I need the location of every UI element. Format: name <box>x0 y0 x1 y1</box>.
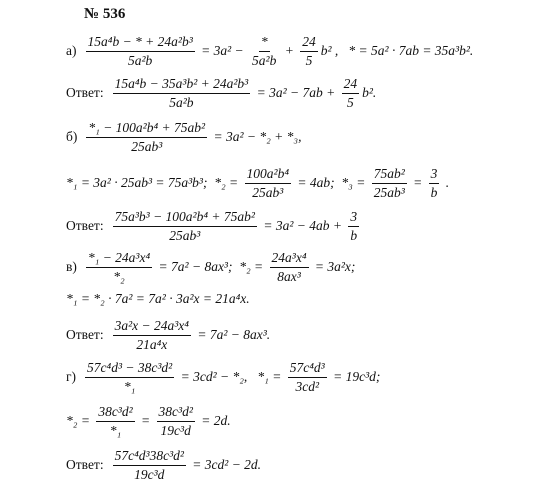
formula-line <box>66 76 376 110</box>
numerator: 3 <box>348 209 359 227</box>
formula-line <box>66 120 301 154</box>
numerator: 24 <box>342 76 360 94</box>
denominator: 5 <box>346 94 354 110</box>
formula-text: = 3a² − *₂ + *₃, <box>210 129 302 145</box>
formula-text: = 3a² − <box>197 43 248 59</box>
denominator: 25ab³ <box>131 138 163 154</box>
formula-text: = 3cd² − *₂, *₁ = <box>177 369 285 385</box>
formula-line <box>66 404 231 438</box>
numerator: 24 <box>300 34 318 52</box>
fraction <box>348 209 359 243</box>
formula-line <box>66 34 473 68</box>
fraction <box>113 76 251 110</box>
denominator: *₁ <box>123 378 136 394</box>
numerator: 57c⁴d³38c³d² <box>113 448 186 466</box>
formula-text: b². <box>362 85 377 101</box>
numerator: 100a²b⁴ <box>245 166 292 184</box>
formula-line <box>66 291 250 307</box>
numerator: 15a⁴b − * + 24a²b³ <box>86 34 195 52</box>
formula-text: = 4ab; *₃ = <box>294 175 369 191</box>
denominator: 21a⁴x <box>136 336 168 352</box>
numerator: 38c³d² <box>157 404 195 422</box>
denominator: 19c³d <box>134 466 165 482</box>
denominator: 5a²b <box>127 52 153 68</box>
fraction <box>113 318 191 352</box>
line-label: Ответ: <box>66 85 104 101</box>
numerator: *₁ − 100a²b⁴ + 75ab² <box>86 120 207 138</box>
formula-line <box>66 166 449 200</box>
formula-text: *₂ = <box>66 413 94 429</box>
formula-text: = 7a² − 8ax³; *₂ = <box>155 259 267 275</box>
line-label: а) <box>66 43 77 59</box>
denominator: 19c³d <box>160 422 191 438</box>
formula-text: b² , * = 5a² · 7ab = 35a³b². <box>320 43 474 59</box>
formula-text: = 3a²x; <box>311 259 356 275</box>
fraction <box>96 404 134 438</box>
numerator: * <box>259 34 270 52</box>
numerator: 57c⁴d³ − 38c³d² <box>85 360 174 378</box>
line-label: б) <box>66 129 78 145</box>
formula-text: = 3cd² − 2d. <box>188 457 262 473</box>
fraction <box>300 34 318 68</box>
formula-text: = 19c³d; <box>329 369 381 385</box>
formula-text: *₁ = 3a² · 25ab³ = 75a³b³; *₂ = <box>66 175 242 191</box>
line-label: в) <box>66 259 77 275</box>
formula-text: = <box>409 175 426 191</box>
formula-text: . <box>442 175 450 191</box>
formula-text: = 3a² − 7ab + <box>253 85 339 101</box>
fraction <box>429 166 440 200</box>
formula-line <box>66 318 270 352</box>
line-label: Ответ: <box>66 327 104 343</box>
fraction <box>86 120 207 154</box>
numerator: 57c⁴d³ <box>288 360 327 378</box>
denominator: 8ax³ <box>277 268 301 284</box>
numerator: 3a²x − 24a³x⁴ <box>113 318 191 336</box>
formula-text: = 7a² − 8ax³. <box>193 327 271 343</box>
problem-number: № 536 <box>84 6 126 22</box>
fraction <box>250 34 278 68</box>
formula-line <box>66 250 355 284</box>
fraction <box>113 209 257 243</box>
denominator: *₂ <box>113 268 125 284</box>
numerator: 3 <box>429 166 440 184</box>
formula-line <box>66 448 261 482</box>
fraction <box>157 404 195 438</box>
denominator: 3cd² <box>295 378 320 394</box>
formula-text: = <box>137 413 154 429</box>
numerator: 24a³x⁴ <box>270 250 309 268</box>
denominator: b <box>430 184 438 200</box>
formula-text: = 2d. <box>197 413 231 429</box>
line-label: г) <box>66 369 77 385</box>
formula-line <box>66 360 380 394</box>
numerator: 15a⁴b − 35a³b² + 24a²b³ <box>113 76 251 94</box>
denominator: *₁ <box>109 422 122 438</box>
formula-text: + <box>281 43 298 59</box>
numerator: 75ab² <box>372 166 407 184</box>
line-label: Ответ: <box>66 218 104 234</box>
fraction <box>372 166 407 200</box>
fraction <box>288 360 327 394</box>
fraction <box>245 166 292 200</box>
denominator: 5a²b <box>169 94 194 110</box>
denominator: 25ab³ <box>373 184 405 200</box>
formula-text: *₁ = *₂ · 7a² = 7a² · 3a²x = 21a⁴x. <box>66 291 250 306</box>
formula-line <box>66 209 362 243</box>
numerator: 75a³b³ − 100a²b⁴ + 75ab² <box>113 209 257 227</box>
formula-text: = 3a² − 4ab + <box>259 218 346 234</box>
line-label: Ответ: <box>66 457 104 473</box>
fraction <box>85 360 174 394</box>
denominator: 25ab³ <box>252 184 284 200</box>
numerator: *₁ − 24a³x⁴ <box>86 250 152 268</box>
fraction <box>86 34 195 68</box>
denominator: 5a²b <box>252 52 277 68</box>
fraction <box>270 250 309 284</box>
denominator: 25ab³ <box>169 227 201 243</box>
denominator: 5 <box>305 52 313 68</box>
denominator: b <box>350 227 358 243</box>
fraction <box>86 250 152 284</box>
numerator: 38c³d² <box>96 404 134 422</box>
fraction <box>342 76 360 110</box>
fraction <box>113 448 186 482</box>
